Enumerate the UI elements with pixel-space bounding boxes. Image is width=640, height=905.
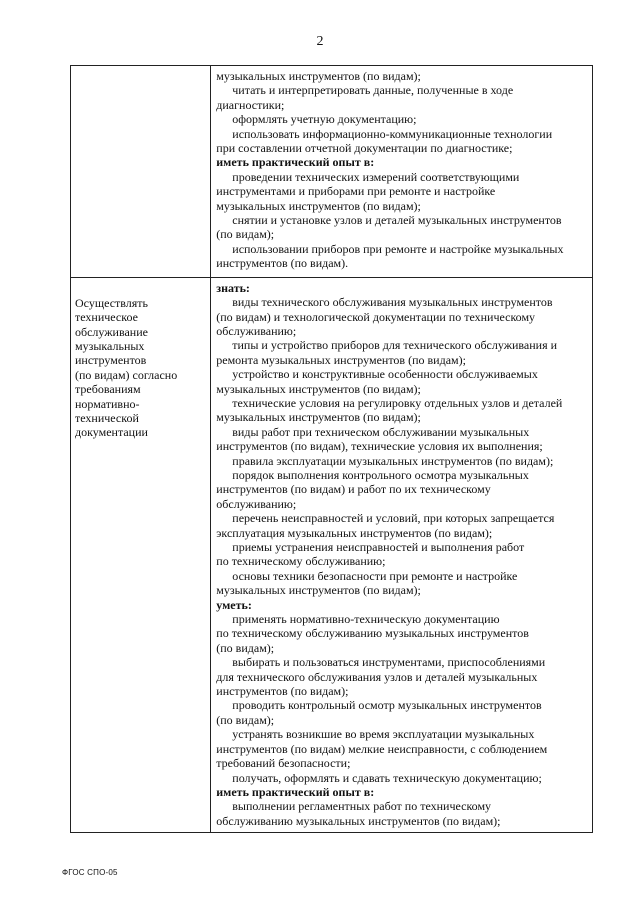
- text-line: выполнении регламентных работ по техническому: [232, 799, 492, 814]
- text-line: виды технического обслуживания музыкальных инструментов: [232, 295, 553, 310]
- text-line: музыкальных инструментов (по видам);: [216, 381, 421, 396]
- text-line: оформлять учетную документацию;: [232, 112, 417, 127]
- competency-line: документации: [75, 425, 148, 440]
- text-line: выбирать и пользоваться инструментами, приспособлениями: [232, 655, 546, 670]
- competency-line: нормативно-: [75, 396, 140, 411]
- text-line: (по видам);: [216, 227, 275, 242]
- competency-line: Осуществлять: [75, 295, 149, 310]
- text-line: инструментов (по видам) мелкие неисправности, с соблюдением: [216, 741, 548, 756]
- competency-line: требованиям: [75, 382, 141, 397]
- text-line: перечень неисправностей и условий, при которых запрещается: [232, 511, 555, 526]
- text-line: устранять возникшие во время эксплуатации музыкальных: [232, 727, 535, 742]
- competency-line: обслуживание: [75, 324, 148, 339]
- text-line: виды работ при техническом обслуживании музыкальных: [232, 424, 530, 439]
- text-line: по техническому обслуживанию музыкальных инструментов: [216, 626, 529, 641]
- text-line: диагностики;: [216, 97, 285, 112]
- text-line: приемы устранения неисправностей и выполнения работ: [232, 540, 525, 554]
- table-row: [71, 66, 593, 278]
- competency-line: техническое: [75, 310, 138, 325]
- text-line: основы техники безопасности при ремонте и настройке: [232, 568, 518, 583]
- text-line: (по видам) и технологической документации по техническому: [216, 309, 536, 324]
- text-line: требований безопасности;: [216, 756, 351, 771]
- text-line: инструментов (по видам).: [216, 256, 349, 271]
- text-line: (по видам);: [216, 712, 275, 727]
- competency-cell: [71, 277, 211, 832]
- text-line: типы и устройство приборов для технического обслуживания и: [232, 338, 558, 353]
- text-line: по техническому обслуживанию;: [216, 554, 386, 569]
- competency-line: музыкальных: [75, 338, 145, 353]
- text-line: обслуживанию;: [216, 323, 297, 338]
- competency-line: технической: [75, 410, 139, 425]
- text-line: снятии и установке узлов и деталей музыкальных инструментов: [232, 213, 562, 228]
- section-heading: иметь практический опыт в:: [216, 784, 375, 799]
- text-line: эксплуатация музыкальных инструментов (по видам);: [216, 525, 493, 540]
- text-line: использовании приборов при ремонте и настройке музыкальных: [232, 241, 564, 256]
- text-line: использовать информационно-коммуникационные технологии: [232, 126, 553, 141]
- text-line: музыкальных инструментов (по видам);: [216, 198, 421, 213]
- competency-line: инструментов: [75, 353, 147, 368]
- text-line: музыкальных инструментов (по видам);: [216, 583, 421, 598]
- requirements-text: [216, 281, 586, 828]
- table-row: [71, 277, 593, 832]
- text-line: при составлении отчетной документации по диагностике;: [216, 141, 513, 156]
- text-line: для технического обслуживания узлов и деталей музыкальных: [216, 669, 538, 684]
- text-line: инструментами и приборами при ремонте и настройке: [216, 184, 496, 199]
- requirements-text: [216, 69, 586, 271]
- text-line: технические условия на регулировку отдельных узлов и деталей: [232, 395, 563, 410]
- text-line: музыкальных инструментов (по видам);: [216, 410, 421, 425]
- text-line: обслуживанию;: [216, 496, 297, 511]
- text-line: музыкальных инструментов (по видам);: [216, 69, 421, 83]
- text-line: проведении технических измерений соответствующими: [232, 169, 520, 184]
- text-line: устройство и конструктивные особенности обслуживаемых: [232, 367, 538, 382]
- competency-line: (по видам) согласно: [75, 367, 178, 382]
- section-heading: уметь:: [216, 597, 252, 612]
- section-heading: иметь практический опыт в:: [216, 155, 375, 170]
- text-line: (по видам);: [216, 640, 275, 655]
- text-line: обслуживанию музыкальных инструментов (по видам);: [216, 813, 501, 828]
- text-line: правила эксплуатации музыкальных инструментов (по видам);: [232, 453, 554, 468]
- text-line: получать, оформлять и сдавать техническую документацию;: [232, 770, 542, 785]
- text-line: ремонта музыкальных инструментов (по видам);: [216, 352, 466, 367]
- footer-doc-code: ФГОС СПО-05: [62, 868, 118, 877]
- competency-table: [70, 65, 593, 833]
- section-heading: знать:: [216, 280, 250, 295]
- text-line: читать и интерпретировать данные, полученные в ходе: [232, 83, 514, 98]
- competency-text: [71, 278, 210, 442]
- text-line: инструментов (по видам) и работ по их техническому: [216, 482, 491, 497]
- competency-cell: [71, 66, 211, 278]
- page-number: 2: [316, 34, 324, 49]
- requirements-cell: [211, 66, 593, 278]
- requirements-cell: [211, 277, 593, 832]
- text-line: порядок выполнения контрольного осмотра музыкальных: [232, 467, 529, 482]
- text-line: проводить контрольный осмотр музыкальных инструментов: [232, 698, 542, 713]
- text-line: инструментов (по видам);: [216, 684, 349, 699]
- text-line: инструментов (по видам), технические условия их выполнения;: [216, 439, 543, 454]
- text-line: применять нормативно-техническую документацию: [232, 612, 500, 627]
